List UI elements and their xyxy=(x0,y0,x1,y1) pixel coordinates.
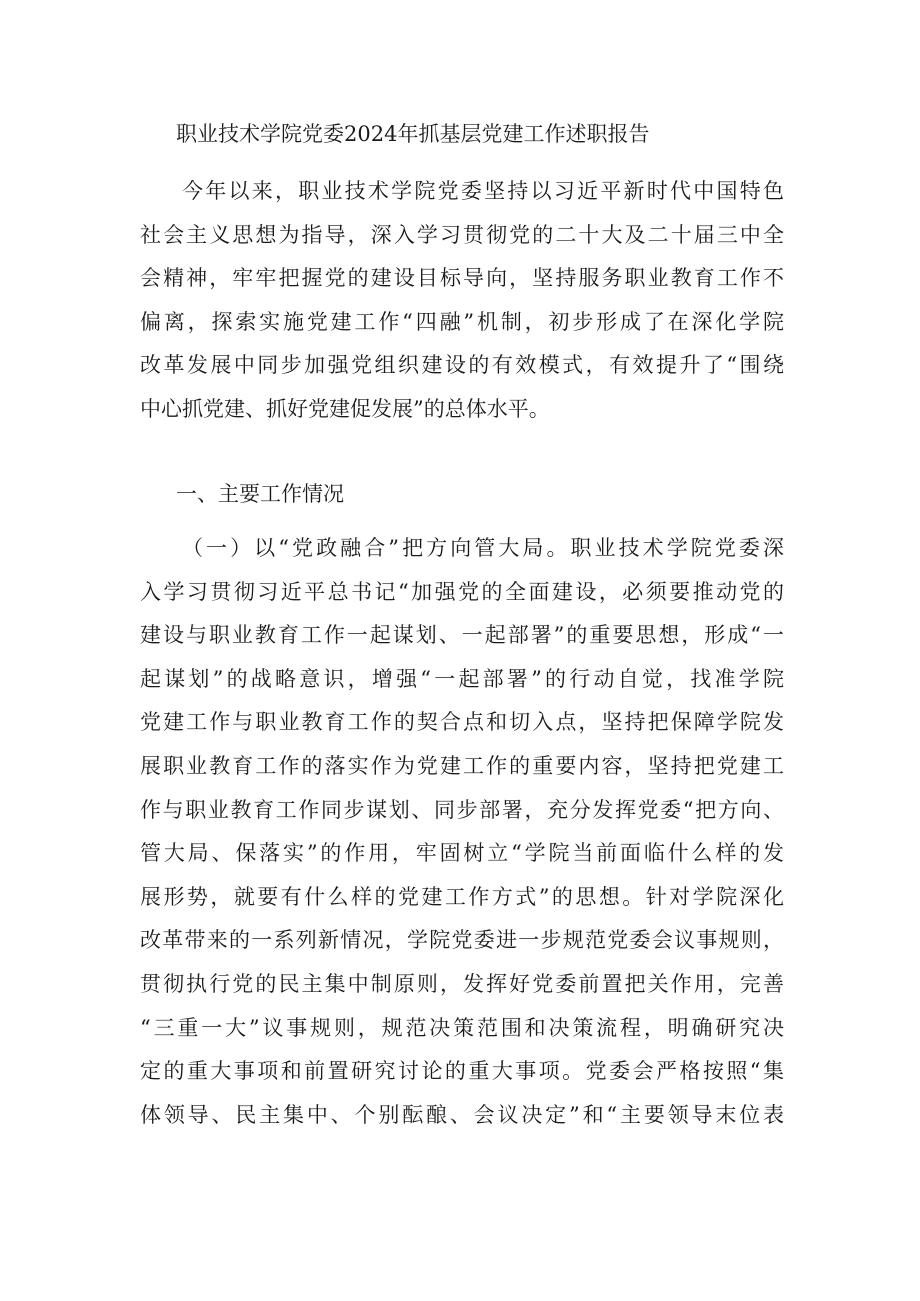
paragraph-line: 贯彻执行党的民主集中制原则，发挥好党委前置把关作用，完善 xyxy=(140,971,784,996)
paragraph-line: 体领导、民主集中、个别酝酿、会议决定”和“主要领导末位表 xyxy=(140,1102,784,1127)
intro-paragraph xyxy=(140,170,784,432)
paragraph-line: 社会主义思想为指导，深入学习贯彻党的二十大及二十届三中全 xyxy=(140,222,784,247)
paragraph-line: 改革发展中同步加强党组织建设的有效模式，有效提升了“围绕 xyxy=(140,353,784,378)
section-heading: 一、主要工作情况 xyxy=(176,482,344,506)
paragraph-line: （一）以“党政融合”把方向管大局。职业技术学院党委深 xyxy=(182,536,784,560)
paragraph-line: 改革带来的一系列新情况，学院党委进一步规范党委会议事规则， xyxy=(140,928,784,953)
paragraph-line: 党建工作与职业教育工作的契合点和切入点，坚持把保障学院发 xyxy=(140,710,784,735)
paragraph-line: 今年以来，职业技术学院党委坚持以习近平新时代中国特色 xyxy=(182,179,784,203)
section1-paragraph xyxy=(140,527,784,1137)
paragraph-line: 展职业教育工作的落实作为党建工作的重要内容，坚持把党建工 xyxy=(140,753,784,778)
paragraph-line: 管大局、保落实”的作用，牢固树立“学院当前面临什么样的发 xyxy=(140,841,784,866)
paragraph-line: 入学习贯彻习近平总书记“加强党的全面建设，必须要推动党的 xyxy=(140,579,784,604)
paragraph-line: 中心抓党建、抓好党建促发展”的总体水平。 xyxy=(140,396,550,421)
paragraph-line: 偏离，探索实施党建工作“四融”机制，初步形成了在深化学院 xyxy=(140,309,784,334)
paragraph-line: 建设与职业教育工作一起谋划、一起部署”的重要思想，形成“一 xyxy=(140,623,784,648)
paragraph-line: “三重一大”议事规则，规范决策范围和决策流程，明确研究决 xyxy=(140,1015,784,1040)
paragraph-line: 定的重大事项和前置研究讨论的重大事项。党委会严格按照“集 xyxy=(140,1059,784,1084)
paragraph-line: 起谋划”的战略意识，增强“一起部署”的行动自觉，找准学院 xyxy=(140,666,784,691)
paragraph-line: 会精神，牢牢把握党的建设目标导向，坚持服务职业教育工作不 xyxy=(140,266,784,291)
paragraph-line: 展形势，就要有什么样的党建工作方式”的思想。针对学院深化 xyxy=(140,884,784,909)
paragraph-line: 作与职业教育工作同步谋划、同步部署，充分发挥党委“把方向、 xyxy=(140,797,784,822)
document-title: 职业技术学院党委2024年抓基层党建工作述职报告 xyxy=(176,122,650,146)
